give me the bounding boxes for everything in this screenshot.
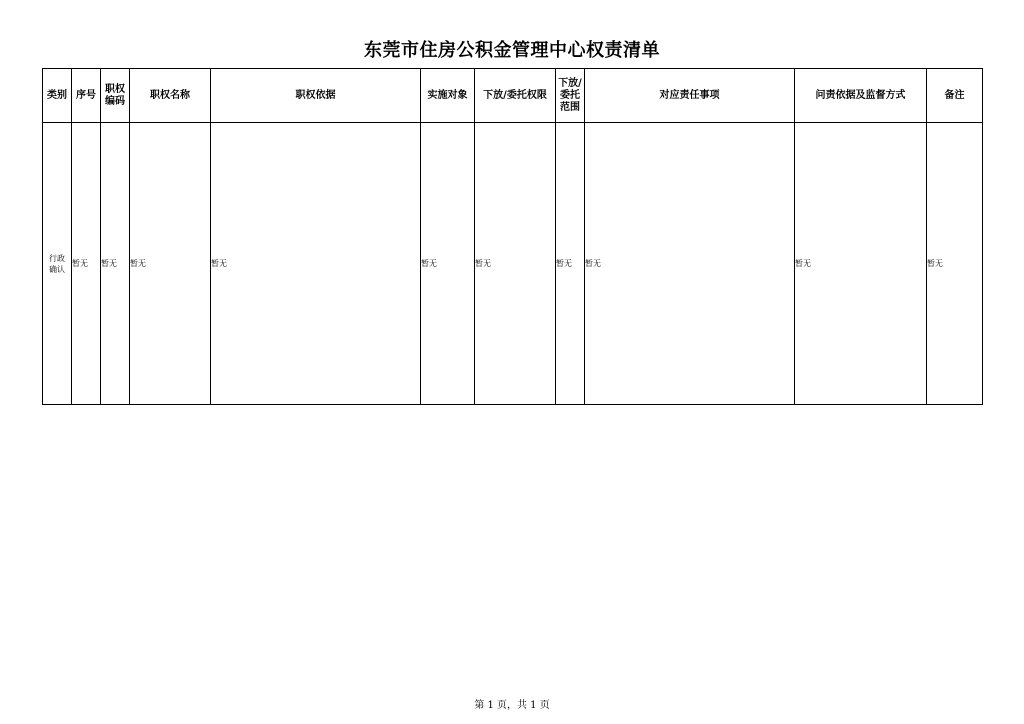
responsibility-table bbox=[42, 68, 983, 405]
header-code: 职权编码 bbox=[101, 69, 130, 123]
header-basis: 职权依据 bbox=[211, 69, 421, 123]
header-seq: 序号 bbox=[72, 69, 101, 123]
cell-accountability: 暂无 bbox=[795, 123, 927, 405]
cell-code: 暂无 bbox=[101, 123, 130, 405]
header-category: 类别 bbox=[43, 69, 72, 123]
page-footer: 第 1 页，共 1 页 bbox=[474, 700, 550, 711]
header-row bbox=[43, 69, 983, 123]
cell-category: 行政确认 bbox=[43, 123, 72, 405]
cell-delegation: 暂无 bbox=[475, 123, 556, 405]
cell-name: 暂无 bbox=[130, 123, 211, 405]
header-remarks: 备注 bbox=[927, 69, 983, 123]
header-scope: 下放/委托范围 bbox=[556, 69, 585, 123]
cell-seq: 暂无 bbox=[72, 123, 101, 405]
header-name: 职权名称 bbox=[130, 69, 211, 123]
header-target: 实施对象 bbox=[421, 69, 475, 123]
cell-basis: 暂无 bbox=[211, 123, 421, 405]
cell-target: 暂无 bbox=[421, 123, 475, 405]
table-row bbox=[43, 123, 983, 405]
page-title: 东莞市住房公积金管理中心权责清单 bbox=[364, 40, 660, 61]
cell-scope: 暂无 bbox=[556, 123, 585, 405]
cell-remarks: 暂无 bbox=[927, 123, 983, 405]
header-delegation: 下放/委托权限 bbox=[475, 69, 556, 123]
header-accountability: 问责依据及监督方式 bbox=[795, 69, 927, 123]
cell-duties: 暂无 bbox=[585, 123, 795, 405]
header-duties: 对应责任事项 bbox=[585, 69, 795, 123]
